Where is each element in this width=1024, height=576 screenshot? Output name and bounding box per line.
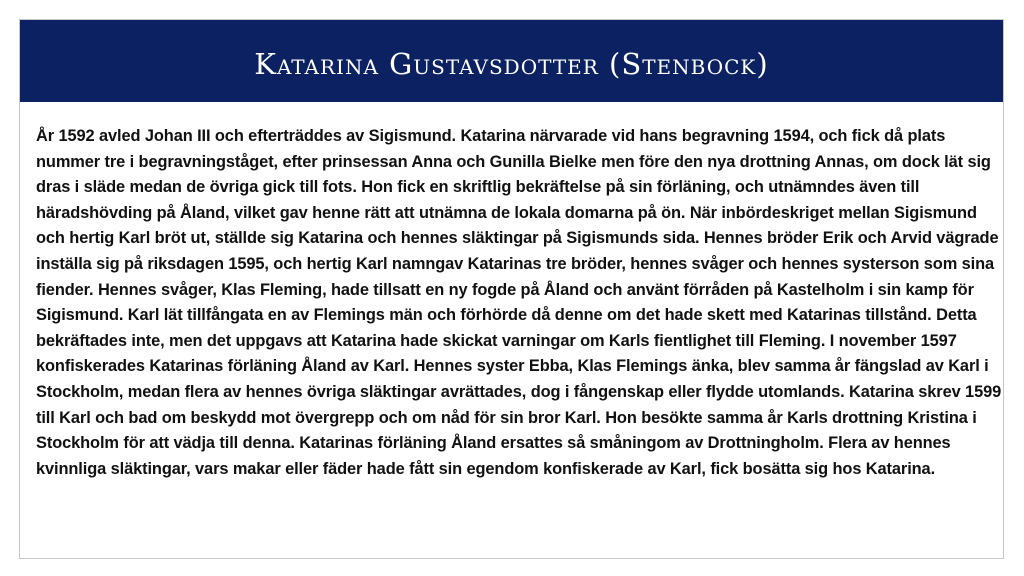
slide-title: Katarina Gustavsdotter (Stenbock) bbox=[254, 47, 769, 81]
slide bbox=[19, 19, 1004, 559]
title-bar bbox=[20, 20, 1003, 102]
slide-body-text: År 1592 avled Johan III och efterträddes av Sigismund. Katarina närvarade vid hans begravning 1594, och fick då plats nummer tre i begravningståget, efter prinsessan Anna och Gunilla Bielke men före den nya drottning Annas, om dock lät sig dras i släde medan de övriga gick till fots. Hon fick en skriftlig bekräftelse på sin förläning, och utnämndes även till häradshövding på Åland, vilket gav henne rätt att utnämna de lokala domarna på ön. När inbördeskriget mellan Sigismund och hertig Karl bröt ut, ställde sig Katarina och hennes släktingar på Sigismunds sida. Hennes bröder Erik och Arvid vägrade inställa sig på riksdagen 1595, och hertig Karl namngav Katarinas tre bröder, hennes svåger och hennes systerson som sina fiender. Hennes svåger, Klas Fleming, hade tillsatt en ny fogde på Åland och använt förråden på Kastelholm i sin kamp för Sigismund. Karl lät tillfångata en av Flemings män och förhörde då denne om det hade skett med Katarinas tillstånd. Detta bekräftades inte, men det uppgavs att Katarina hade skickat varningar om Karls fientlighet till Fleming. I november 1597 konfiskerades Katarinas förläning Åland av Karl. Hennes syster Ebba, Klas Flemings änka, blev samma år fängslad av Karl i Stockholm, medan flera av hennes övriga släktingar avrättades, dog i fångenskap eller flydde utomlands. Katarina skrev 1599 till Karl och bad om beskydd mot övergrepp och om nåd för sin bror Karl. Hon besökte samma år Karls drottning Kristina i Stockholm för att vädja till denna. Katarinas förläning Åland ersattes så småningom av Drottningholm. Flera av hennes kvinnliga släktingar, vars makar eller fäder hade fått sin egendom konfiskerade av Karl, fick bosätta sig hos Katarina. bbox=[36, 127, 1002, 478]
